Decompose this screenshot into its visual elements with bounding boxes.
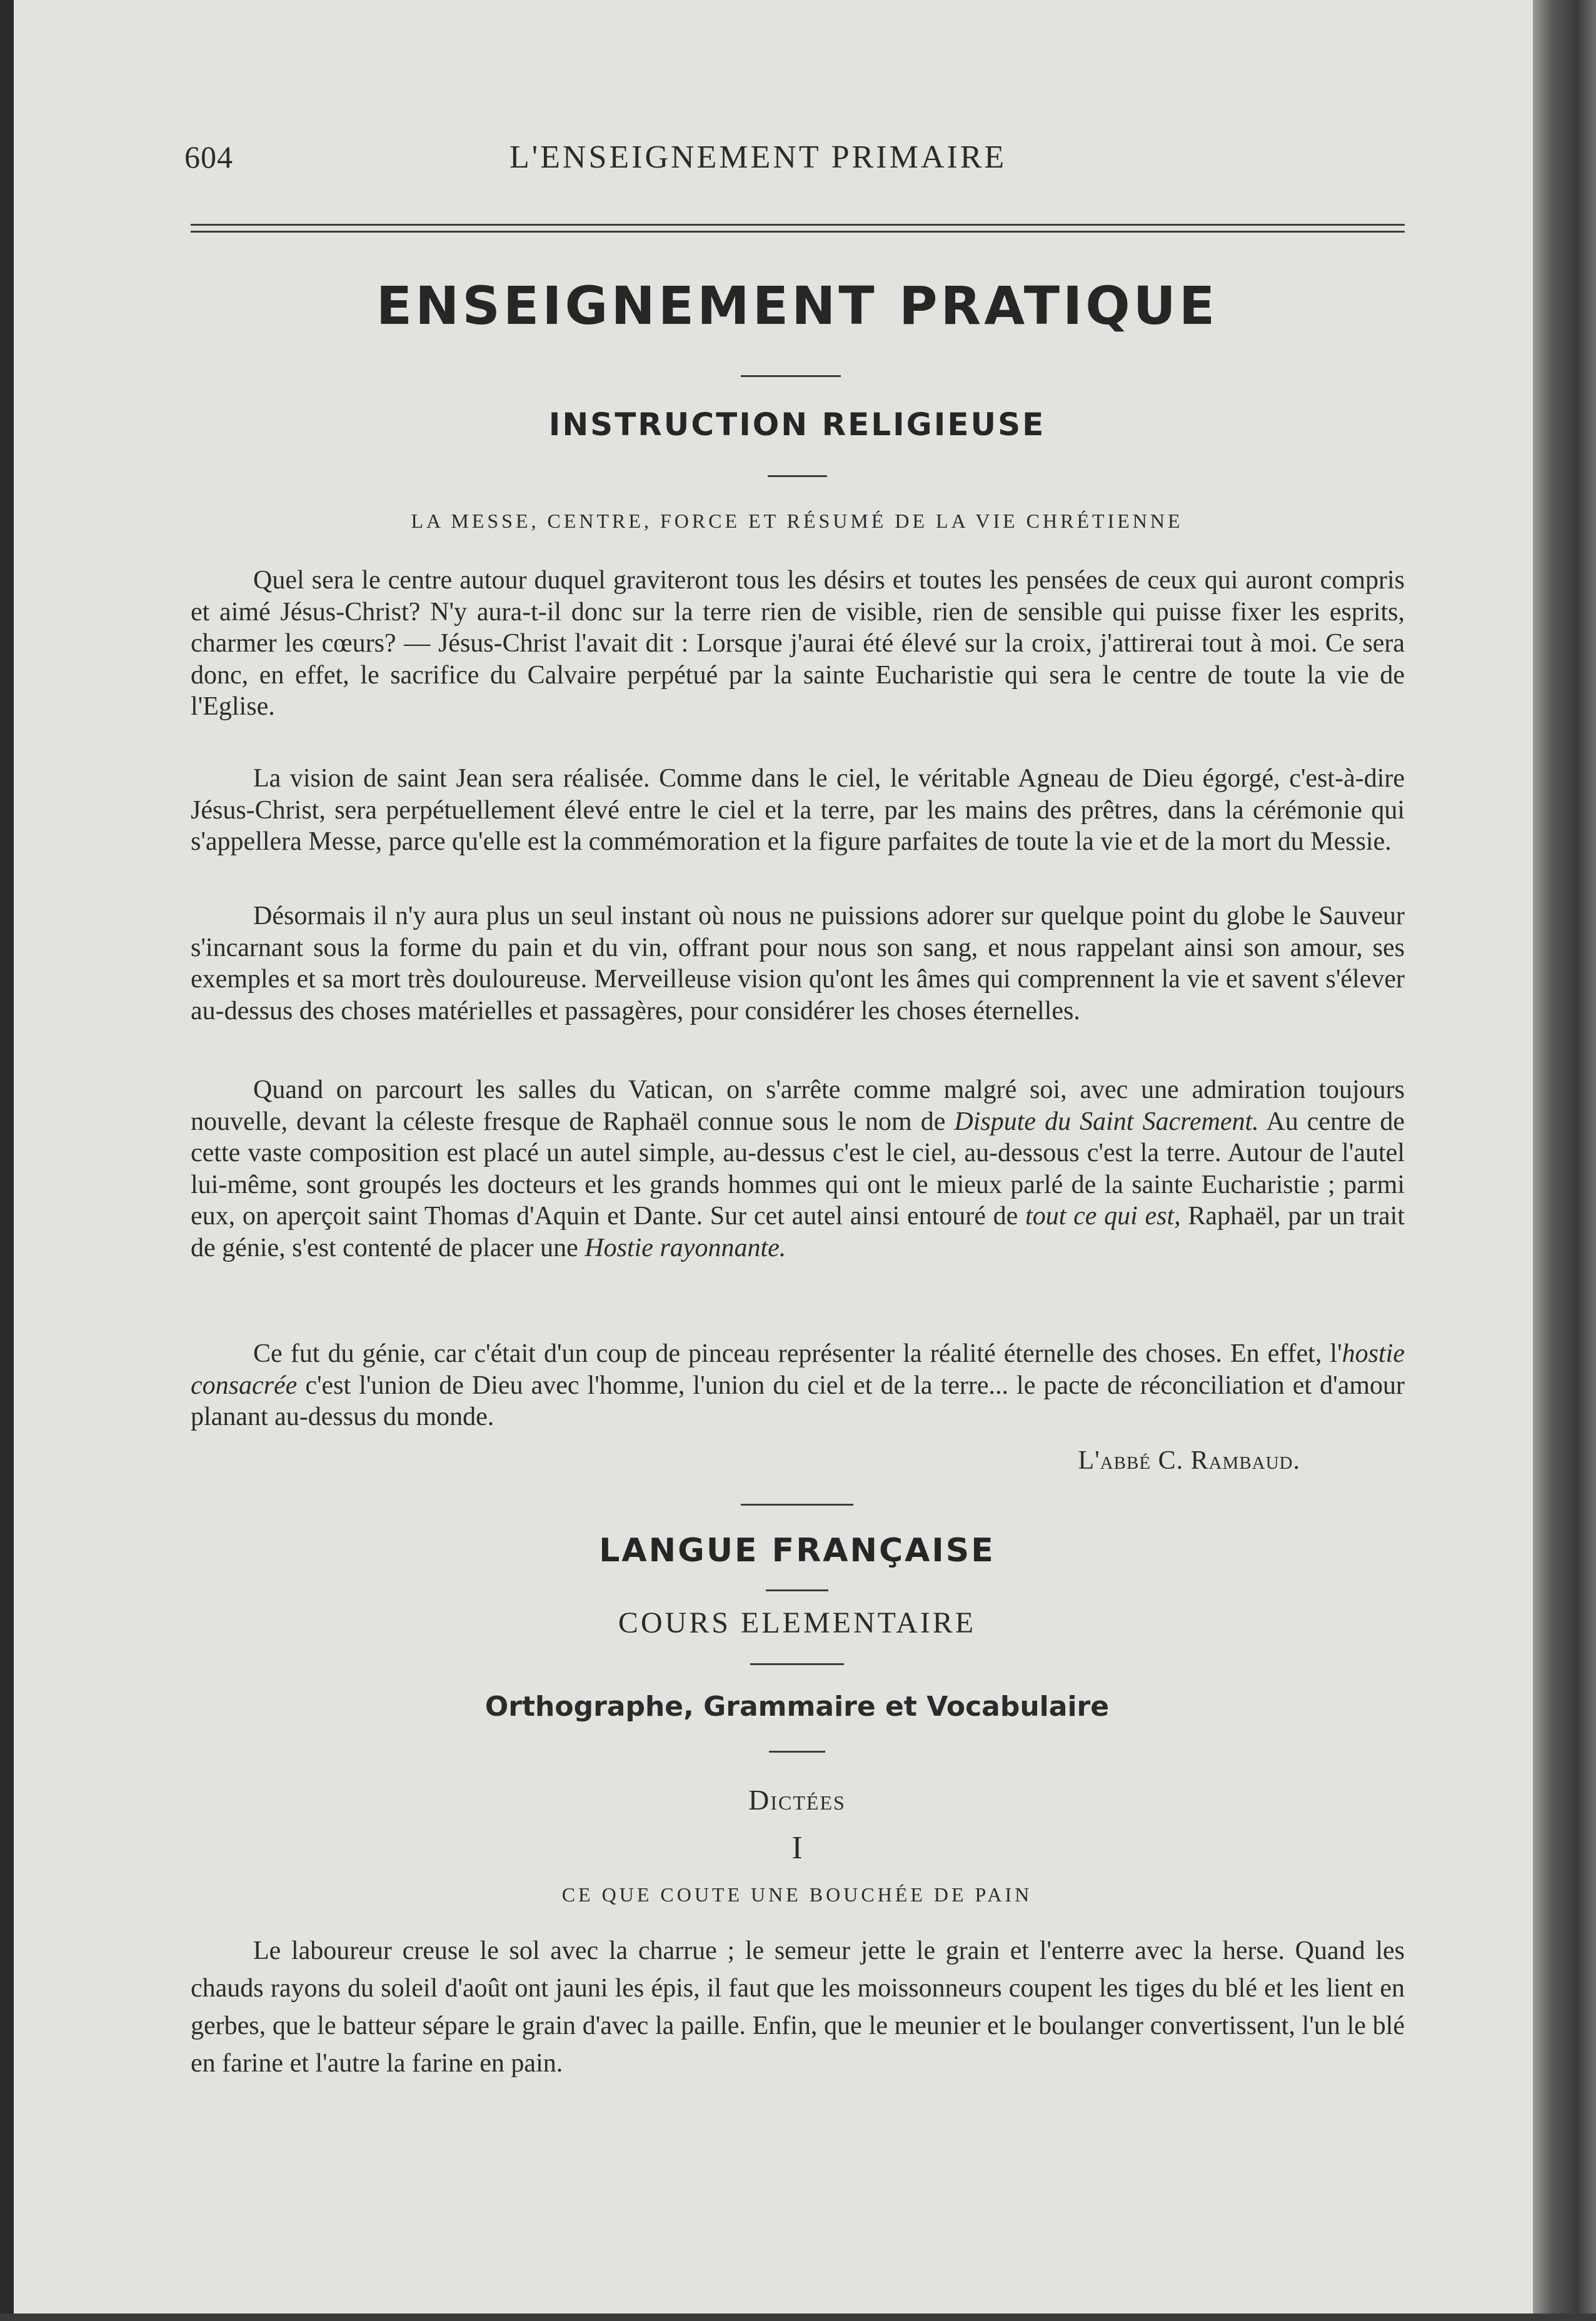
section-title: ENSEIGNEMENT PRATIQUE xyxy=(376,275,1218,336)
text-run: Raphaël, par un trait de génie, s'est contenté de placer une xyxy=(191,1202,1405,1262)
divider xyxy=(768,475,827,477)
page-number: 604 xyxy=(184,139,233,174)
scan-bottom-edge xyxy=(0,2313,1596,2321)
divider xyxy=(741,375,841,377)
book-spine-edge xyxy=(1533,0,1596,2321)
text-run: Quand on parcourt les salles du Vatican, on s'arrête comme malgré soi, avec une admiration toujours nouvelle, devant la céleste fresque de Raphaël connue sous le nom de xyxy=(191,1075,1405,1136)
divider xyxy=(766,1589,828,1591)
italic-run: hostie consacrée xyxy=(191,1339,1405,1400)
dictee-number: I xyxy=(791,1830,803,1866)
paragraph-2: La vision de saint Jean sera réalisée. Comme dans le ciel, le véritable Agneau de Dieu égorgé, c'est-à-dire Jésus-Christ, sera perpétuellement élevé entre le ciel et la terre, par les mains des prêtres, dans la cérémonie qui s'appellera Messe, parce qu'elle est la commémoration et la figure parfaites de toute la vie et de la mort du Messie. xyxy=(191,764,1405,856)
paragraph-3: Désormais il n'y aura plus un seul instant où nous ne puissions adorer sur quelque point du globe le Sauveur s'incarnant sous la forme du pain et du vin, offrant pour nous son sang, et nous rappelant ainsi son amour, ses exemples et sa mort très douloureuse. Merveilleuse vision qu'ont les âmes qui comprennent la vie et savent s'élever au-dessus des choses matérielles et passagères, pour considérer les choses éternelles. xyxy=(191,902,1405,1025)
text-run: c'est l'union de Dieu avec l'homme, l'union du ciel et de la terre... le pacte de réconciliation et d'amour planant au-dessus du monde. xyxy=(191,1371,1405,1431)
running-title: L'ENSEIGNEMENT PRIMAIRE xyxy=(509,139,1007,175)
dictee-title: CE QUE COUTE UNE BOUCHÉE DE PAIN xyxy=(561,1883,1033,1906)
heading-langue-francaise: LANGUE FRANÇAISE xyxy=(599,1532,995,1569)
text-run: Au centre de cette vaste composition est placé un autel simple, au-dessus c'est le ciel, au-dessous c'est la terre. Autour de l'autel lui-même, sont groupés les docteurs et les grands hommes qui ont le mieux parlé de la sainte Eucharistie ; parmi eux, on aperçoit saint Thomas d'Aquin et Dante. Sur cet autel ainsi entouré de xyxy=(191,1107,1405,1231)
header-double-rule xyxy=(191,224,1405,233)
italic-run: Dispute du Saint Sacrement. xyxy=(954,1107,1259,1136)
subheading-messe: LA MESSE, CENTRE, FORCE ET RÉSUMÉ DE LA VIE CHRÉTIENNE xyxy=(411,510,1183,532)
subject-heading: Orthographe, Grammaire et Vocabulaire xyxy=(484,1691,1110,1723)
course-level: COURS ELEMENTAIRE xyxy=(618,1606,976,1639)
divider xyxy=(741,1504,853,1506)
dictees-label: Dictées xyxy=(748,1784,846,1816)
running-header xyxy=(184,139,1410,183)
dictee-text: Le laboureur creuse le sol avec la charrue ; le semeur jette le grain et l'enterre avec la herse. Quand les chauds rayons du soleil d'août ont jauni les épis, il faut que les moissonneurs coupent les tiges du blé et les lient en gerbes, que le batteur sépare le grain d'avec la paille. Enfin, que le meunier et le boulanger convertissent, l'un le blé en farine et l'autre la farine en pain. xyxy=(191,1936,1405,2078)
paragraph-1: Quel sera le centre autour duquel graviteront tous les désirs et toutes les pensées de ceux qui auront compris et aimé Jésus-Christ? N'y aura-t-il donc sur la terre rien de visible, rien de sensible qui puisse fixer les esprits, charmer les cœurs? — Jésus-Christ l'avait dit : Lorsque j'aurai été élevé sur la croix, j'attirerai tout à moi. Ce sera donc, en effet, le sacrifice du Calvaire perpétué par la sainte Eucharistie qui sera le centre de toute la vie de l'Eglise. xyxy=(191,566,1405,721)
paragraph-4 xyxy=(191,1074,1405,1264)
divider xyxy=(769,1751,825,1753)
divider xyxy=(750,1663,844,1665)
text-run: Ce fut du génie, car c'était d'un coup de pinceau représenter la réalité éternelle des choses. En effet, l' xyxy=(253,1339,1342,1368)
italic-run: Hostie rayonnante. xyxy=(585,1233,786,1262)
paragraph-5 xyxy=(191,1338,1405,1433)
italic-run: tout ce qui est, xyxy=(1025,1202,1181,1231)
heading-instruction-religieuse: INSTRUCTION RELIGIEUSE xyxy=(548,406,1046,443)
author-signature: L'abbé C. Rambaud. xyxy=(1078,1446,1300,1475)
